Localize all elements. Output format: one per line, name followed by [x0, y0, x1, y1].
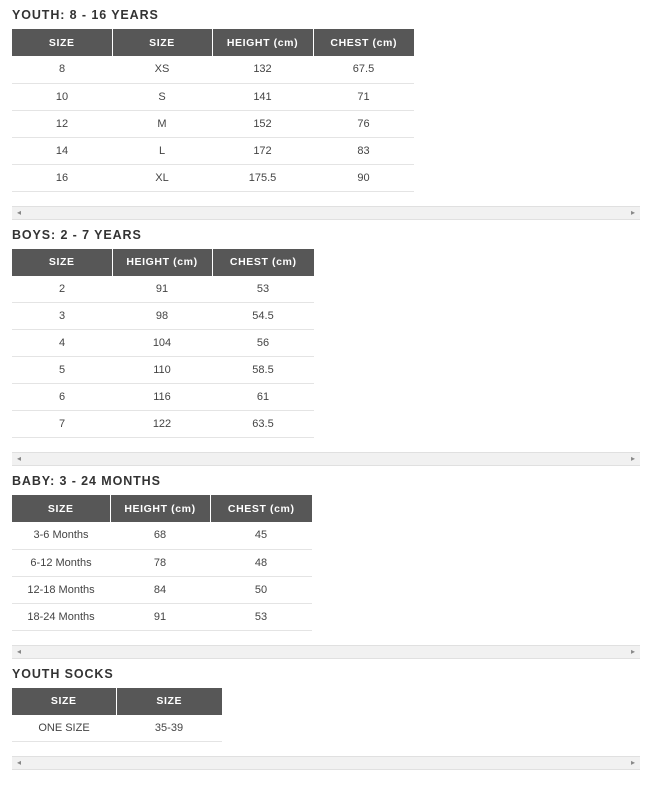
- table-cell: 18-24 Months: [12, 603, 110, 630]
- table-cell: ONE SIZE: [12, 715, 116, 742]
- table-row: [12, 303, 314, 330]
- table-wrap-baby: [12, 495, 640, 631]
- table-cell: 3-6 Months: [12, 522, 110, 549]
- table-cell: 53: [210, 603, 312, 630]
- scroll-left-arrow-icon[interactable]: ◂: [16, 207, 21, 217]
- column-header: HEIGHT (cm): [212, 29, 313, 56]
- table-header-row: [12, 249, 314, 276]
- scroll-left-arrow-icon[interactable]: ◂: [16, 646, 21, 656]
- table-cell: 98: [112, 303, 212, 330]
- table-cell: 6: [12, 384, 112, 411]
- column-header: SIZE: [12, 29, 112, 56]
- table-cell: 3: [12, 303, 112, 330]
- table-cell: 54.5: [212, 303, 314, 330]
- table-cell: 58.5: [212, 357, 314, 384]
- column-header: CHEST (cm): [212, 249, 314, 276]
- table-cell: 48: [210, 549, 312, 576]
- table-cell: 122: [112, 411, 212, 438]
- table-cell: 84: [110, 576, 210, 603]
- table-cell: XL: [112, 164, 212, 191]
- table-cell: 71: [313, 83, 414, 110]
- table-wrap-youth: [12, 29, 640, 192]
- table-wrap-youth-socks: [12, 688, 640, 743]
- table-cell: 12-18 Months: [12, 576, 110, 603]
- table-row: [12, 56, 414, 83]
- table-row: [12, 603, 312, 630]
- table-row: [12, 110, 414, 137]
- table-header-row: [12, 688, 222, 715]
- horizontal-scrollbar-baby[interactable]: [12, 645, 640, 659]
- table-cell: 50: [210, 576, 312, 603]
- section-title-youth: YOUTH: 8 - 16 YEARS: [12, 8, 159, 22]
- column-header: SIZE: [12, 495, 110, 522]
- size-table-boys: [12, 249, 314, 439]
- horizontal-scrollbar-youth[interactable]: [12, 206, 640, 220]
- table-header-row: [12, 29, 414, 56]
- table-row: [12, 83, 414, 110]
- column-header: CHEST (cm): [313, 29, 414, 56]
- section-boys: [12, 220, 640, 439]
- table-row: [12, 549, 312, 576]
- table-cell: XS: [112, 56, 212, 83]
- table-row: [12, 715, 222, 742]
- table-cell: 172: [212, 137, 313, 164]
- table-cell: 104: [112, 330, 212, 357]
- table-header-row: [12, 495, 312, 522]
- column-header: HEIGHT (cm): [110, 495, 210, 522]
- table-cell: 141: [212, 83, 313, 110]
- table-cell: 110: [112, 357, 212, 384]
- table-cell: 175.5: [212, 164, 313, 191]
- column-header: HEIGHT (cm): [112, 249, 212, 276]
- table-row: [12, 276, 314, 303]
- scroll-right-arrow-icon[interactable]: ▸: [630, 207, 635, 217]
- section-youth: [12, 0, 640, 192]
- section-youth-socks: [12, 659, 640, 743]
- table-cell: 61: [212, 384, 314, 411]
- scroll-right-arrow-icon[interactable]: ▸: [630, 454, 635, 463]
- table-cell: 132: [212, 56, 313, 83]
- table-cell: 68: [110, 522, 210, 549]
- section-title-boys: BOYS: 2 - 7 YEARS: [12, 227, 142, 242]
- table-cell: 4: [12, 330, 112, 357]
- table-cell: 76: [313, 110, 414, 137]
- table-row: [12, 137, 414, 164]
- table-cell: 12: [12, 110, 112, 137]
- table-row: [12, 384, 314, 411]
- table-cell: 67.5: [313, 56, 414, 83]
- scroll-right-arrow-icon[interactable]: ▸: [630, 646, 635, 656]
- column-header: SIZE: [12, 249, 112, 276]
- column-header: CHEST (cm): [210, 495, 312, 522]
- table-cell: S: [112, 83, 212, 110]
- table-cell: 91: [112, 276, 212, 303]
- section-title-youth-socks: YOUTH SOCKS: [12, 666, 114, 681]
- table-cell: 152: [212, 110, 313, 137]
- column-header: SIZE: [112, 29, 212, 56]
- table-cell: 6-12 Months: [12, 549, 110, 576]
- table-cell: L: [112, 137, 212, 164]
- section-title-baby: BABY: 3 - 24 MONTHS: [12, 474, 161, 488]
- table-cell: 56: [212, 330, 314, 357]
- column-header: SIZE: [116, 688, 222, 715]
- table-cell: 14: [12, 137, 112, 164]
- table-row: [12, 411, 314, 438]
- size-table-youth: [12, 29, 414, 192]
- table-cell: 7: [12, 411, 112, 438]
- table-row: [12, 330, 314, 357]
- table-cell: 16: [12, 164, 112, 191]
- table-cell: 78: [110, 549, 210, 576]
- column-header: SIZE: [12, 688, 116, 715]
- table-cell: 83: [313, 137, 414, 164]
- table-row: [12, 576, 312, 603]
- table-cell: M: [112, 110, 212, 137]
- table-cell: 5: [12, 357, 112, 384]
- table-cell: 45: [210, 522, 312, 549]
- table-cell: 35-39: [116, 715, 222, 742]
- size-table-baby: [12, 495, 312, 631]
- table-cell: 53: [212, 276, 314, 303]
- table-row: [12, 522, 312, 549]
- horizontal-scrollbar-youth-socks[interactable]: [12, 756, 640, 770]
- table-row: [12, 164, 414, 191]
- table-cell: 91: [110, 603, 210, 630]
- table-wrap-boys: [12, 249, 640, 439]
- scroll-left-arrow-icon[interactable]: ◂: [16, 454, 21, 463]
- table-cell: 8: [12, 56, 112, 83]
- section-baby: [12, 466, 640, 631]
- table-cell: 10: [12, 83, 112, 110]
- scroll-right-arrow-icon[interactable]: ▸: [630, 758, 635, 767]
- horizontal-scrollbar-boys[interactable]: [12, 452, 640, 466]
- table-row: [12, 357, 314, 384]
- table-cell: 2: [12, 276, 112, 303]
- size-table-youth-socks: [12, 688, 222, 743]
- table-cell: 90: [313, 164, 414, 191]
- table-cell: 116: [112, 384, 212, 411]
- table-cell: 63.5: [212, 411, 314, 438]
- scroll-left-arrow-icon[interactable]: ◂: [16, 758, 21, 767]
